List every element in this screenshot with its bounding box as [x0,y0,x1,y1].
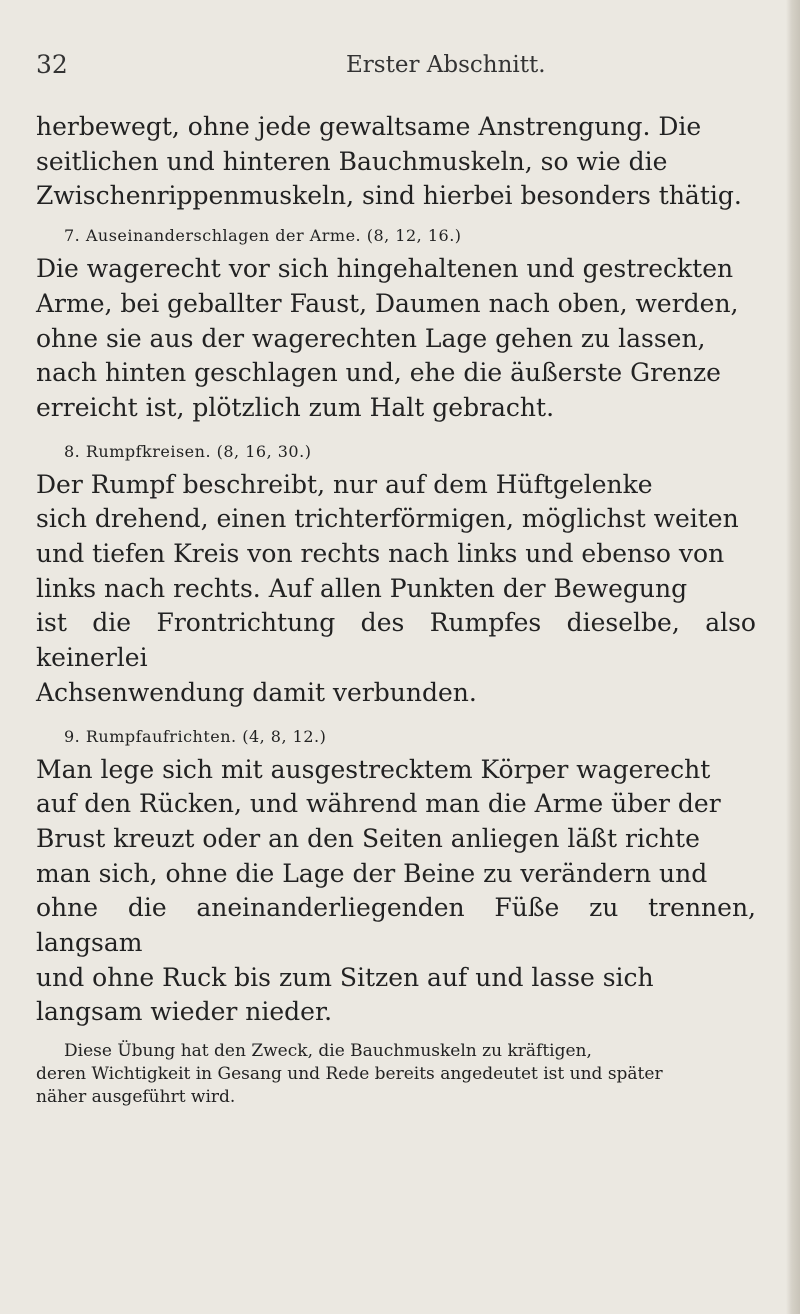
section-text-8: Der Rumpf beschreibt, nur auf dem Hüftgelenke sich drehend, einen trichterförmigen, möglichst weiten und tiefen Kreis von rechts nach links und ebenso von links nach rechts. Auf allen Punkten der Bewegung ist die Frontrichtung des Rumpfes dieselbe, also keinerlei Achsenwendung damit verbunden. [36,469,756,707]
section-title-9: 9. Rumpfaufrichten. (4, 8, 12.) [64,726,327,746]
page-number: 32 [36,50,68,79]
section-title-7: 7. Auseinanderschlagen der Arme. (8, 12, 16.) [64,226,462,246]
page-edge-shadow [786,0,800,1314]
continued-paragraph: herbewegt, ohne jede gewaltsame Anstrengung. Die seitlichen und hinteren Bauchmuskeln, so wie die Zwischenrippenmuskeln, sind hierbei besonders thätig. [36,112,742,211]
page-body [36,110,756,1109]
section-text-9: Man lege sich mit ausgestrecktem Körper wagerecht auf den Rücken, und während man die Arme über der Brust kreuzt oder an den Seiten anliegen läßt richte man sich, ohne die Lage der Beine zu verändern und ohne die aneinanderliegenden Füße zu trennen, langsam und ohne Ruck bis zum Sitzen auf und lasse sich langsam wieder nieder. [36,754,756,1027]
section-text-7: Die wagerecht vor sich hingehaltenen und gestreckten Arme, bei geballter Faust, Daumen nach oben, werden, ohne sie aus der wagerechten Lage gehen zu lassen, nach hinten geschlagen und, ehe die äußerste Grenze erreicht ist, plötzlich zum Halt gebracht. [36,254,739,422]
section-title-8: 8. Rumpfkreisen. (8, 16, 30.) [64,441,312,461]
running-head: Erster Abschnitt. [346,52,546,78]
page-header [36,50,756,90]
footnote: Diese Übung hat den Zweck, die Bauchmuskeln zu kräftigen, deren Wichtigkeit in Gesang und Rede bereits angedeutet ist und später näher ausgeführt wird. [36,1041,663,1108]
